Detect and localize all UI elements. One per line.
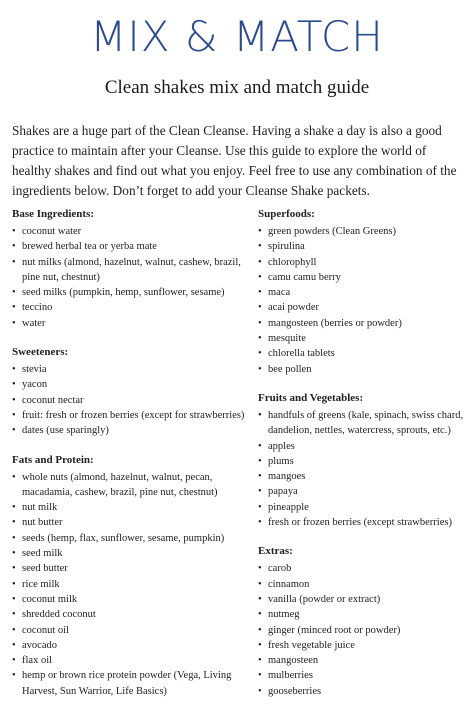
list-item [258,300,470,315]
bullet-icon: • [258,609,262,621]
list-item [12,239,250,254]
list-item [12,393,250,408]
list-item [258,224,470,239]
list-item [12,623,250,638]
list-item-text: fresh vegetable juice [268,639,355,651]
bullet-icon: • [12,226,16,237]
bullet-icon: • [258,578,262,590]
bullet-icon: • [258,685,262,697]
list-item [12,561,250,576]
list-item-text: teccino [22,302,53,314]
list-item-text: gooseberries [268,685,322,697]
list-item [258,454,470,469]
list-item [258,362,470,377]
bullet-icon: • [12,609,16,621]
list-item [258,561,470,576]
list-item [258,515,470,530]
bullet-icon: • [12,548,16,560]
list-item [12,500,250,515]
section-extras [258,544,470,699]
bullet-icon: • [12,624,16,636]
bullet-icon: • [12,302,16,314]
bullet-icon: • [12,364,16,376]
section-title: Base Ingredients: [12,208,94,220]
list-item [258,592,470,607]
list-item [12,255,250,286]
list-item-text: avocado [22,639,57,651]
section-fats-and-protein [12,453,250,699]
list-item [258,316,470,331]
bullet-icon: • [12,593,16,605]
list-item-text: mangosteen (berries or powder) [268,317,402,329]
page-title: MIX & MATCH [90,12,384,61]
list-item [12,362,250,377]
list-item-text: water [22,317,46,329]
ingredient-list [12,470,250,699]
bullet-icon: • [258,317,262,329]
bullet-icon: • [258,455,262,467]
bullet-icon: • [12,532,16,544]
list-item [258,469,470,484]
list-item [258,577,470,592]
right-column [258,207,470,713]
list-item [258,484,470,499]
list-item-text: nut milk [22,502,58,514]
section-title: Fats and Protein: [12,453,94,466]
ingredient-list [12,362,250,438]
list-item-text: hemp or brown rice protein powder (Vega, Living Harvest, Sun Warrior, Life Basics) [22,670,232,697]
list-item [258,668,470,683]
list-item-text: vanilla (powder or extract) [268,593,381,605]
list-item-text: fresh or frozen berries (except strawberries) [268,517,452,529]
list-item-text: maca [268,287,291,299]
bullet-icon: • [12,639,16,651]
bullet-icon: • [258,670,262,682]
bullet-icon: • [258,287,262,299]
bullet-icon: • [12,425,16,437]
list-item-text: bee pollen [268,363,312,375]
bullet-icon: • [258,302,262,314]
list-item-text: nut milks (almond, hazelnut, walnut, cashew, brazil, pine nut, chestnut) [22,256,241,283]
section-title: Superfoods: [258,208,315,220]
bullet-icon: • [12,670,16,682]
list-item [12,300,250,315]
list-item-text: carob [268,563,292,575]
bullet-icon: • [258,639,262,651]
list-item [12,408,250,423]
bullet-icon: • [258,241,262,253]
list-item [258,607,470,622]
page-subtitle: Clean shakes mix and match guide [104,77,370,98]
list-item-text: apples [268,440,295,452]
bullet-icon: • [258,593,262,605]
section-superfoods [258,207,470,377]
bullet-icon: • [12,256,16,268]
list-item [258,500,470,515]
list-item-text: coconut milk [22,593,78,605]
bullet-icon: • [258,440,262,452]
list-item-text: rice milk [22,578,60,590]
list-item-text: dates (use sparingly) [22,425,109,437]
list-item-text: coconut water [22,226,82,237]
list-item-text: fruit: fresh or frozen berries (except for strawberries) [22,409,245,421]
list-item-text: flax oil [22,655,53,667]
section-title: Sweeteners: [12,346,69,359]
list-item-text: seed milk [22,548,63,560]
list-item-text: brewed herbal tea or yerba mate [22,241,157,253]
bullet-icon: • [258,517,262,529]
list-item [12,531,250,546]
bullet-icon: • [258,348,262,360]
list-item-text: coconut nectar [22,394,84,406]
section-fruits-and-vegetables [258,391,470,530]
section-sweeteners [12,345,250,438]
list-item [258,270,470,285]
bullet-icon: • [12,379,16,391]
bullet-icon: • [12,287,16,299]
list-item [12,638,250,653]
list-item-text: mulberries [268,670,313,682]
list-item [12,377,250,392]
bullet-icon: • [12,241,16,253]
ingredient-list [12,224,250,331]
list-item [12,470,250,501]
list-item [12,423,250,438]
list-item-text: spirulina [268,241,305,253]
bullet-icon: • [258,563,262,575]
bullet-icon: • [258,501,262,513]
list-item [12,316,250,331]
bullet-icon: • [12,517,16,529]
bullet-icon: • [12,394,16,406]
list-item [12,668,250,699]
bullet-icon: • [258,486,262,498]
bullet-icon: • [12,502,16,514]
bullet-icon: • [12,409,16,421]
list-item-text: yacon [22,379,48,391]
bullet-icon: • [258,256,262,268]
bullet-icon: • [12,578,16,590]
list-item-text: cinnamon [268,578,310,590]
ingredient-list [258,224,470,377]
list-item [258,346,470,361]
list-item-text: pineapple [268,501,309,513]
list-item-text: chlorella tablets [268,348,335,360]
ingredient-list [258,408,470,530]
list-item [258,239,470,254]
bullet-icon: • [258,471,262,483]
bullet-icon: • [258,363,262,375]
list-item-text: papaya [268,486,298,498]
list-item-text: camu camu berry [268,271,341,283]
list-item [12,577,250,592]
list-item-text: mangoes [268,471,306,483]
list-item-text: coconut oil [22,624,69,636]
list-item [12,653,250,668]
list-item-text: ginger (minced root or powder) [268,624,401,636]
list-item [258,255,470,270]
bullet-icon: • [258,409,262,421]
section-title: Extras: [258,545,293,558]
bullet-icon: • [258,333,262,345]
ingredient-list [258,561,470,699]
list-item-text: seed milks (pumpkin, hemp, sunflower, sesame) [22,287,225,299]
list-item [258,439,470,454]
list-item-text: acai powder [268,302,320,314]
list-item [258,653,470,668]
list-item [12,515,250,530]
list-item-text: seed butter [22,563,68,575]
list-item-text: handfuls of greens (kale, spinach, swiss chard, dandelion, nettles, watercress, sprouts, etc.) [268,409,464,437]
list-item [258,285,470,300]
list-item-text: shredded coconut [22,609,96,621]
list-item-text: seeds (hemp, flax, sunflower, sesame, pumpkin) [22,532,225,544]
list-item-text: plums [268,455,294,467]
list-item-text: nutmeg [268,609,300,621]
list-item [12,224,250,239]
bullet-icon: • [12,563,16,575]
list-item [12,592,250,607]
left-column [12,207,250,713]
list-item-text: nut butter [22,517,63,529]
list-item [12,546,250,561]
bullet-icon: • [12,471,16,483]
list-item [12,285,250,300]
list-item-text: mesquite [268,333,306,345]
list-item-text: mangosteen [268,655,319,667]
bullet-icon: • [258,655,262,667]
list-item [12,607,250,622]
bullet-icon: • [12,317,16,329]
list-item [258,623,470,638]
list-item-text: green powders (Clean Greens) [268,226,396,237]
list-item-text: chlorophyll [268,256,317,268]
bullet-icon: • [258,271,262,283]
section-base-ingredients [12,207,250,331]
list-item-text: stevia [22,364,47,376]
list-item [258,331,470,346]
list-item [258,638,470,653]
bullet-icon: • [12,655,16,667]
section-title: Fruits and Vegetables: [258,391,364,404]
bullet-icon: • [258,226,262,237]
list-item [258,684,470,699]
list-item [258,408,470,439]
bullet-icon: • [258,624,262,636]
intro-paragraph: Shakes are a huge part of the Clean Cleanse. Having a shake a day is also a good practice to maintain after your Cleanse. Use this guide to explore the world of healthy shakes and find out what you enjoy. Feel free to use any combination of the ingredients below. Don’t forget to add your Cleanse Shake packets. [12,123,457,198]
list-item-text: whole nuts (almond, hazelnut, walnut, pecan, macadamia, cashew, brazil, pine nut, chestnut) [22,471,218,498]
